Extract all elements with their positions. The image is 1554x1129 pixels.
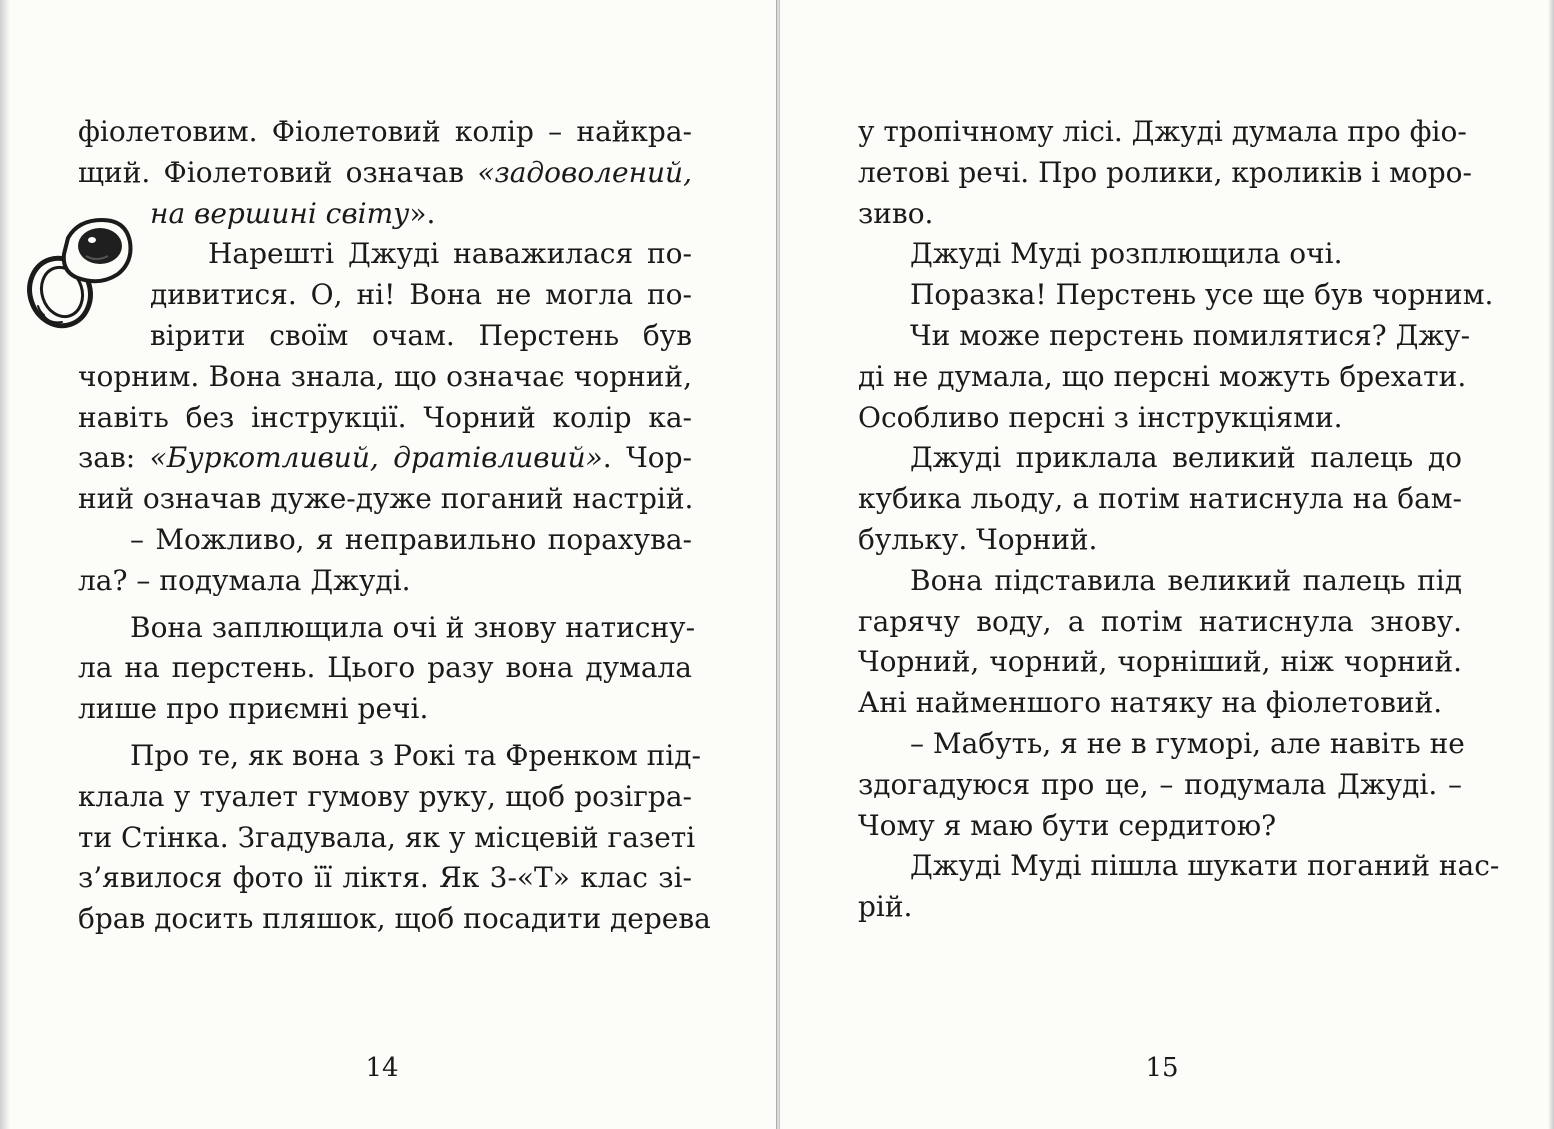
text-line: Джуді Муді розплющила очі. [910,237,1343,271]
text-line: летові речі. Про ролики, кроликів і моро- [858,155,1472,189]
text-line: – Можливо, я неправильно порахува- [130,522,692,556]
text-line: ти Стінка. Згадувала, як у місцевій газеті [78,820,696,854]
text-line: здогадуюся про це, – подумала Джуді. – [858,767,1462,801]
text-line: гарячу воду, а потім натиснула знову. [858,604,1462,638]
text-line: Особливо персні з інструкціями. [858,400,1343,434]
text-line: ді не думала, що персні можуть брехати. [858,359,1467,393]
text-line: зав: «Буркотливий, дратівливий». Чор- [78,441,692,475]
left-page [0,0,776,1129]
text-line: Нарешті Джуді наважилася по- [208,237,692,271]
text-line: бульку. Чорний. [858,522,1098,556]
page-edge-shadow [1548,0,1554,1129]
text-line: Чорний, чорний, чорніший, ніж чорний. [858,645,1462,679]
text-line: ла? – подумала Джуді. [78,563,411,597]
page-number-left: 14 [365,1053,399,1083]
text-line: дивитися. О, ні! Вона не могла по- [150,278,692,312]
text-line: щий. Фіолетовий означав «задоволений, [78,155,692,189]
text-line: – Мабуть, я не в гуморі, але навіть не [910,726,1465,760]
text-line: ла на перстень. Цього разу вона думала [78,651,692,685]
text-line: ний означав дуже-дуже поганий настрій. [78,482,694,516]
text-line: Вона заплющила очі й знову натисну- [130,610,696,644]
page-edge-shadow [0,0,10,1129]
text-line: Вона підставила великий палець під [910,563,1462,597]
text-line: рій. [858,890,913,924]
page-number-right: 15 [1145,1053,1179,1083]
text-line: вірити своїм очам. Перстень був [150,318,692,352]
text-line: Поразка! Перстень усе ще був чорним. [910,278,1494,312]
text-line: на вершині світу». [150,196,436,230]
text-line: Джуді приклала великий палець до [910,441,1462,475]
left-page-text [78,112,711,940]
text-line: навіть без інструкції. Чорний колір ка- [78,400,692,434]
text-line: Чому я маю бути сердитою? [858,808,1277,842]
text-line: з’явилося фото її ліктя. Як 3-«Т» клас зі- [78,861,692,895]
text-line: у тропічному лісі. Джуді думала про фіо- [858,115,1467,148]
text-line: Ані найменшого натяку на фіолетовий. [858,686,1443,720]
right-page-text [858,112,1500,928]
text-line: клала у туалет гумову руку, щоб розігра- [78,779,692,813]
right-page [780,0,1554,1129]
text-line: Чи може перстень помилятися? Джу- [910,318,1471,352]
text-line: Про те, як вона з Рокі та Френком під- [130,738,701,772]
text-line: фіолетовим. Фіолетовий колір – найкра- [78,115,692,148]
text-line: брав досить пляшок, щоб посадити дерева [78,902,711,936]
text-line: лише про приємні речі. [78,692,429,726]
text-line: чорним. Вона знала, що означає чорний, [78,359,692,393]
text-line: зиво. [858,196,934,230]
text-line: кубика льоду, а потім натиснула на бам- [858,482,1462,516]
text-line: Джуді Муді пішла шукати поганий нас- [910,849,1500,883]
